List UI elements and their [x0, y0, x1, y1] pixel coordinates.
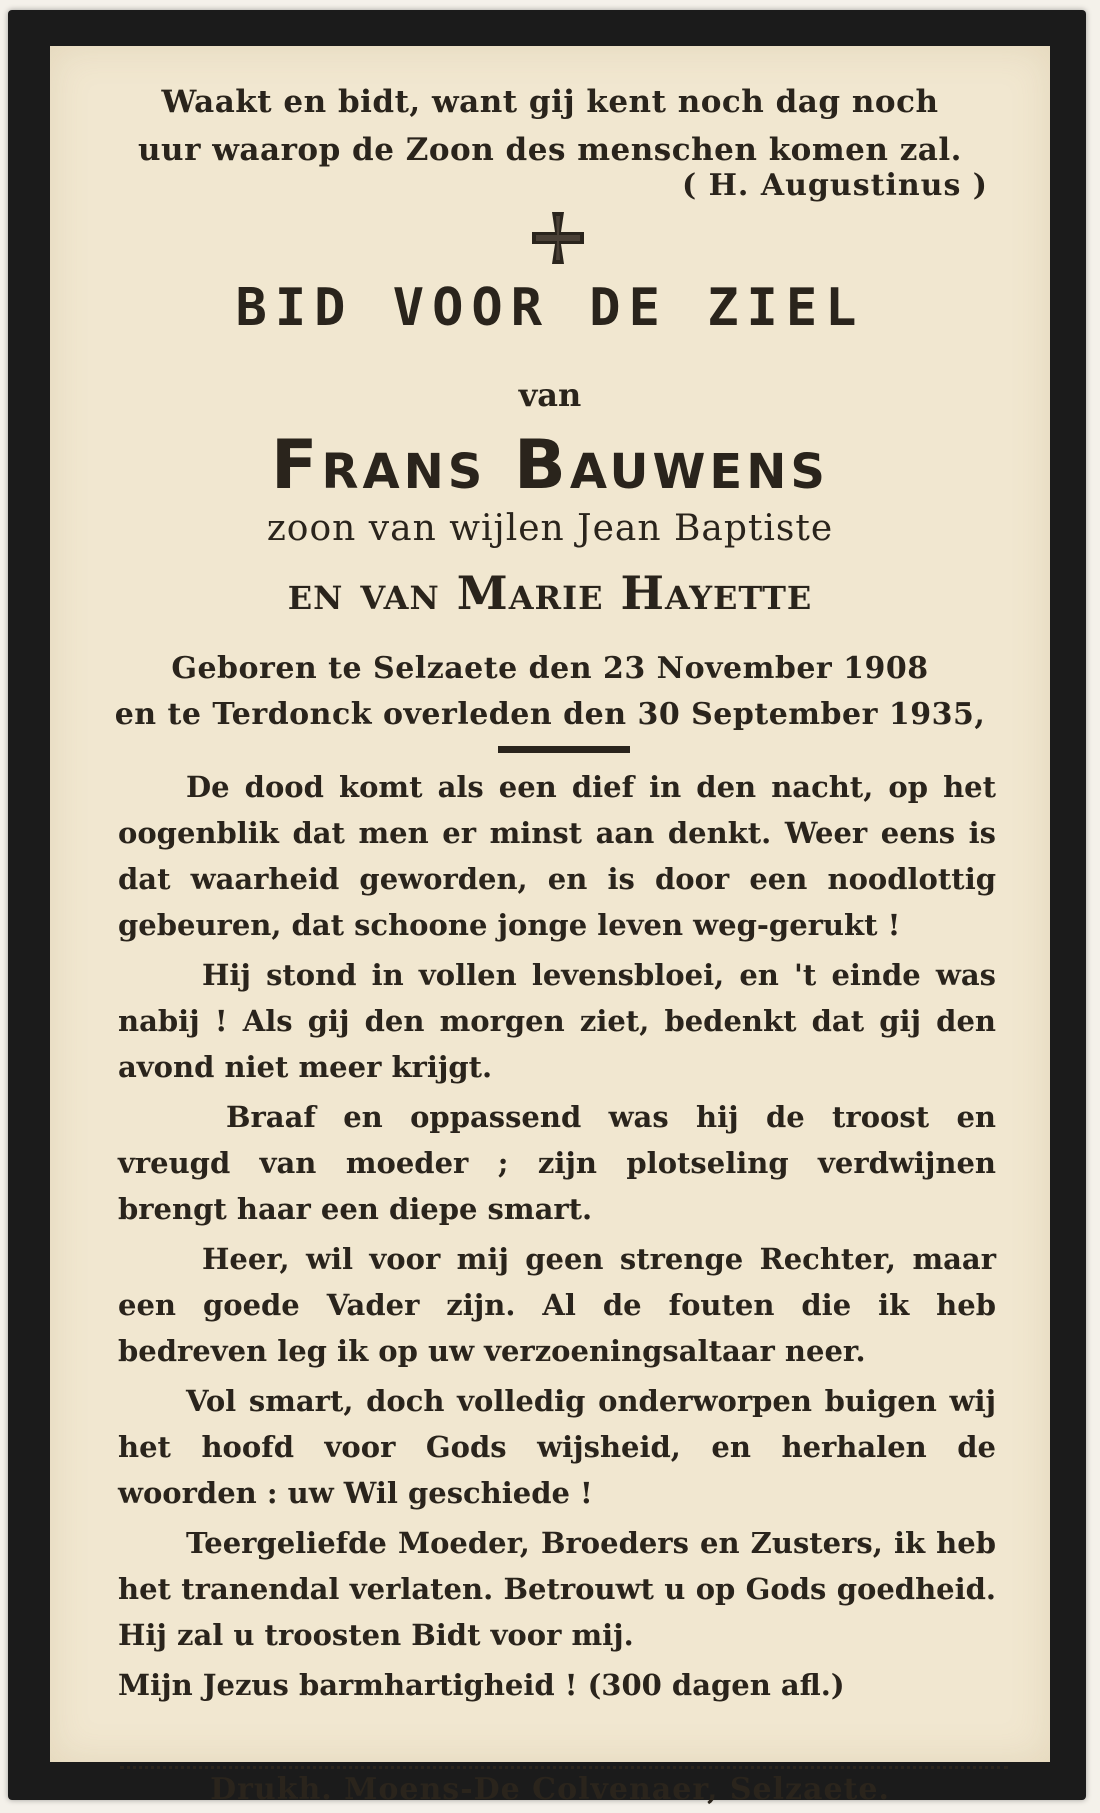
paragraph-3: Braaf en oppassend was hij de troost en vreugd van moeder ; zijn plotseling verdwijnen brengt haar een diepe smart. [118, 1100, 996, 1226]
body-text [118, 764, 996, 1712]
paragraph-indulgence: Mijn Jezus barmhartigheid ! (300 dagen afl.) [118, 1668, 845, 1702]
motto [110, 78, 990, 174]
van-label: van [518, 376, 582, 414]
mother-line: en van Marie Hayette [287, 566, 813, 620]
paragraph-4: Heer, wil voor mij geen strenge Rechter, maar een goede Vader zijn. Al de fouten die ik heb bedreven leg ik op uw verzoeningsaltaar neer. [118, 1242, 996, 1368]
dotted-divider [120, 1766, 1008, 1769]
father-line: zoon van wijlen Jean Baptiste [266, 508, 834, 549]
mourning-card-border [8, 10, 1086, 1807]
printer-credit: Drukh. Moens-De Colvenaer, Selzaete. [210, 1772, 890, 1807]
motto-line-1: Waakt en bidt, want gij kent noch dag noch [161, 84, 939, 120]
motto-line-2: uur waarop de Zoon des menschen komen zal. [138, 132, 962, 168]
mourning-card [50, 46, 1050, 1807]
paragraph-1: De dood komt als een dief in den nacht, op het oogenblik dat men er minst aan denkt. Weer eens is dat waarheid geworden, en is door een noodlottig gebeuren, dat schoone jonge leven weg-gerukt ! [118, 770, 996, 942]
maltese-cross-icon [530, 210, 586, 266]
birth-line: Geboren te Selzaete den 23 November 1908 [171, 651, 929, 686]
paragraph-5: Vol smart, doch volledig onderworpen buigen wij het hoofd voor Gods wijsheid, en herhalen de woorden : uw Wil geschiede ! [118, 1384, 996, 1510]
paragraph-2: Hij stond in vollen levensbloei, en 't einde was nabij ! Als gij den morgen ziet, bedenkt dat gij den avond niet meer krijgt. [118, 958, 996, 1084]
death-line: en te Terdonck overleden den 30 September 1935, [114, 697, 986, 732]
deceased-name: Frans Bauwens [271, 426, 829, 505]
heading: BID VOOR DE ZIEL [235, 278, 865, 338]
paragraph-6: Teergeliefde Moeder, Broeders en Zusters, ik heb het tranendal verlaten. Betrouwt u op Gods goedheid. Hij zal u troosten Bidt voor mij. [118, 1526, 996, 1652]
birth-death-lines [50, 646, 1050, 738]
motto-source: ( H. Augustinus ) [681, 168, 988, 203]
divider-rule [498, 746, 630, 753]
